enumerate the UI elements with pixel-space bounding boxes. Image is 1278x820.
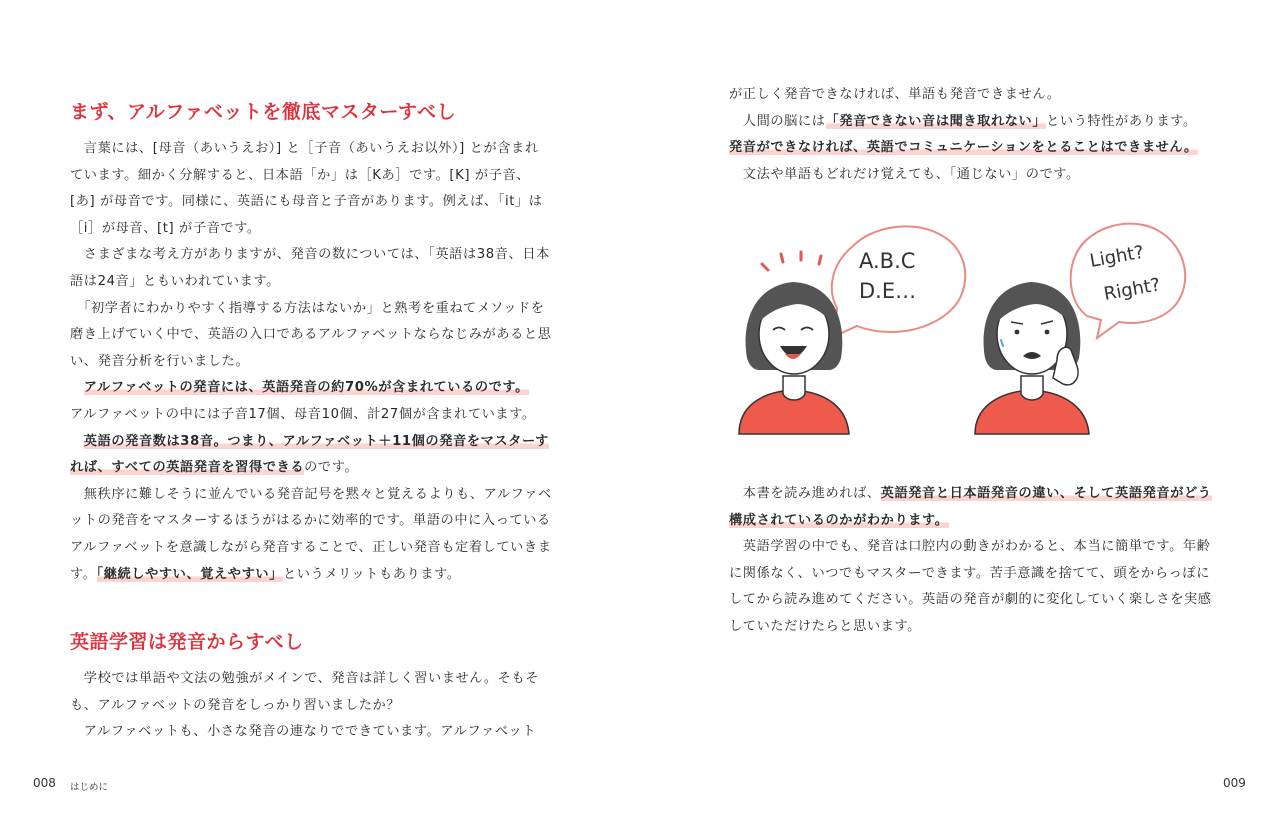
paragraph: さまざまな考え方がありますが、発音の数については、「英語は38音、日本語は24音」ともいわれています。 (70, 247, 550, 289)
bubble-text-left-2: D.E… (859, 279, 917, 303)
paragraph: 人間の脳には「発音できない音は聞き取れない」という特性があります。 (729, 113, 1197, 129)
paragraph: 学校では単語や文法の勉強がメインで、発音は詳しく習いません。そもそも、アルファベットの発音をしっかり習いましたか？ (70, 671, 540, 713)
speech-bubble-left (832, 226, 965, 336)
bubble-text-right-1: Light? (1088, 241, 1146, 272)
right-section1-body (729, 82, 1215, 188)
right-page (639, 0, 1278, 820)
highlighted-text: 「発音できない音は聞き取れない」 (825, 113, 1047, 129)
smiling-woman (739, 282, 849, 434)
two-women-illustration (735, 212, 1195, 444)
bubble-text-right-2: Right? (1102, 274, 1162, 305)
page-number-left: 008 (33, 776, 56, 790)
paragraph (70, 375, 552, 402)
right-section2-body (729, 481, 1215, 641)
bubble-text-left-1: A.B.C (859, 249, 916, 273)
running-head: はじめに (70, 782, 109, 793)
highlighted-text: 英語の発音数は38音。つまり、アルファベット＋11個の発音をマスターすれば、すべての英語発音を習得できる (70, 433, 549, 476)
paragraph (729, 135, 1215, 162)
paragraph: が正しく発音できなければ、単語も発音できません。 (729, 87, 1061, 102)
speech-bubble-right (1071, 224, 1186, 338)
section-heading-pronunciation: 英語学習は発音からすべし (70, 631, 304, 653)
left-section2-body (70, 666, 552, 746)
paragraph: 「初学者にわかりやすく指導する方法はないか」と熟考を重ねてメソッドを磨き上げていく中で、英語の入口であるアルファベットならなじみがあると思い、発音分析を行いました。 (70, 300, 552, 369)
paragraph: 英語の発音数は38音。つまり、アルファベット＋11個の発音をマスターすれば、すべての英語発音を習得できるのです。 (70, 433, 549, 476)
highlighted-text: アルファベットの発音には、英語発音の約70%が含まれているのです。 (83, 380, 529, 396)
highlighted-text: 発音ができなければ、英語でコミュニケーションをとることはできません。 (729, 140, 1198, 156)
highlighted-text: 英語発音と日本語発音の違い、そして英語発音がどう構成されているのかがわかります。 (729, 486, 1212, 528)
highlighted-text: 「継続しやすい、覚えやすい」 (96, 566, 283, 582)
paragraph: 無秩序に難しそうに並んでいる発音記号を黙々と覚えるよりも、アルファベットの発音をマスターするほうがはるかに効率的です。単語の中に入っているアルファベットを意識しながら発音することで、正しい発音も定着していきます。「継続しやすい、覚えやすい」というメリットもあります。 (70, 486, 552, 582)
confused-woman (975, 282, 1089, 434)
page-number-right: 009 (1223, 776, 1246, 790)
paragraph: 英語学習の中でも、発音は口腔内の動きがわかると、本当に簡単です。年齢に関係なく、いつでもマスターできます。苦手意識を捨てて、頭をからっぽにしてから読み進めてください。英語の発音が劇的に変化していく楽しさを実感していただけたらと思います。 (729, 539, 1212, 634)
paragraph: 文法や単語もどれだけ覚えても、「通じない」のです。 (729, 166, 1080, 182)
paragraph: アルファベットの中には子音17個、母音10個、計27個が含まれています。 (70, 406, 536, 422)
paragraph: 言葉には、[母音（あいうえお）] と［子音（あいうえお以外）] とが含まれています。細かく分解すると、日本語「か」は［Kあ］です。[K] が子音、[あ] が母音です。同様に、英語にも母音と子音があります。例えば、「it」は［i］が母音、[t] が子音です。 (70, 141, 543, 236)
left-section1-body (70, 136, 552, 588)
paragraph: 本書を読み進めれば、英語発音と日本語発音の違い、そして英語発音がどう構成されているのかがわかります。 (729, 486, 1212, 528)
section-heading-alphabet: まず、アルファベットを徹底マスターすべし (70, 101, 457, 123)
paragraph: アルファベットも、小さな発音の連なりでできています。アルファベット (70, 724, 537, 740)
sparkle-icon (762, 252, 821, 270)
